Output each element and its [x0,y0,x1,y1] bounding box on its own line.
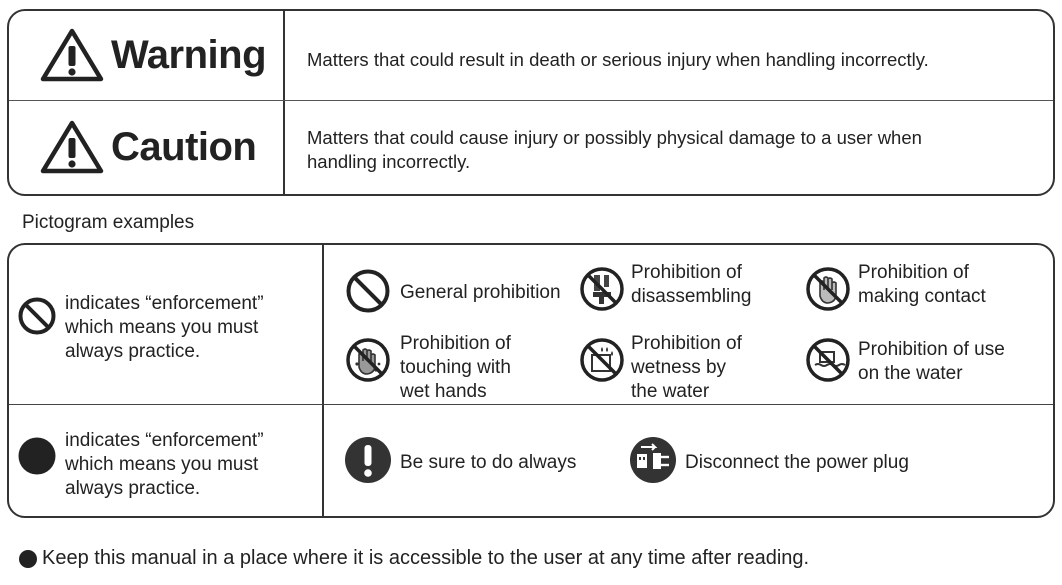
prohibition-icon [345,268,391,314]
no-contact-icon [805,266,851,312]
caution-signal [39,119,256,175]
warning-triangle-icon [39,27,105,83]
warning-description: Matters that could result in death or serious injury when handling incorrectly. [307,49,929,70]
unplug-label: Disconnect the power plug [685,452,909,473]
no-disassembly-icon [579,266,625,312]
caution-label: Caution [111,124,257,169]
exclamation-icon [344,436,392,484]
general-prohibition-label: General prohibition [400,282,561,303]
prohibition-desc-line1: indicates “enforcement” [65,293,264,314]
no-wetness-label-line1: Prohibition of [631,333,742,354]
warning-signal [39,27,266,83]
no-wet-hands-label-line2: touching with [400,357,511,378]
no-contact-label-line2: making contact [858,286,986,307]
filled-circle-icon [17,436,57,476]
no-water-use-label-line1: Prohibition of use [858,339,1005,360]
enforcement-desc-line1: indicates “enforcement” [65,430,264,451]
prohibition-desc-line3: always practice. [65,341,201,362]
pictogram-column-divider [322,245,324,518]
signal-column-divider [283,11,285,196]
caution-description-line1: Matters that could cause injury or possibly physical damage to a user when [307,127,922,148]
caution-triangle-icon [39,119,105,175]
no-wetness-label-line3: the water [631,381,710,402]
no-water-use-icon [805,337,851,383]
no-contact-label-line1: Prohibition of [858,262,969,283]
no-disassembly-label-line1: Prohibition of [631,262,742,283]
prohibition-desc-line2: which means you must [65,317,259,338]
enforcement-desc-line2: which means you must [65,454,259,475]
enforcement-desc-line3: always practice. [65,478,201,499]
no-wet-hands-label-line1: Prohibition of [400,333,511,354]
no-wet-hands-icon [345,337,391,383]
no-disassembly-label-line2: disassembling [631,286,752,307]
prohibition-circle-icon [17,296,57,336]
bullet-icon [18,549,38,569]
signal-word-table [7,9,1055,196]
pictogram-table [7,243,1055,518]
caution-description-line2: handling incorrectly. [307,151,471,172]
unplug-icon [629,436,677,484]
be-sure-label: Be sure to do always [400,452,577,473]
warning-label: Warning [111,32,266,77]
no-wetness-label-line2: wetness by [631,357,727,378]
footer-note: Keep this manual in a place where it is accessible to the user at any time after reading. [42,547,810,569]
pictogram-section-title: Pictogram examples [22,212,195,233]
no-wetness-icon [579,337,625,383]
pictogram-row-divider [9,404,1055,405]
no-water-use-label-line2: on the water [858,363,963,384]
no-wet-hands-label-line3: wet hands [400,381,487,402]
signal-row-divider [9,100,1055,101]
